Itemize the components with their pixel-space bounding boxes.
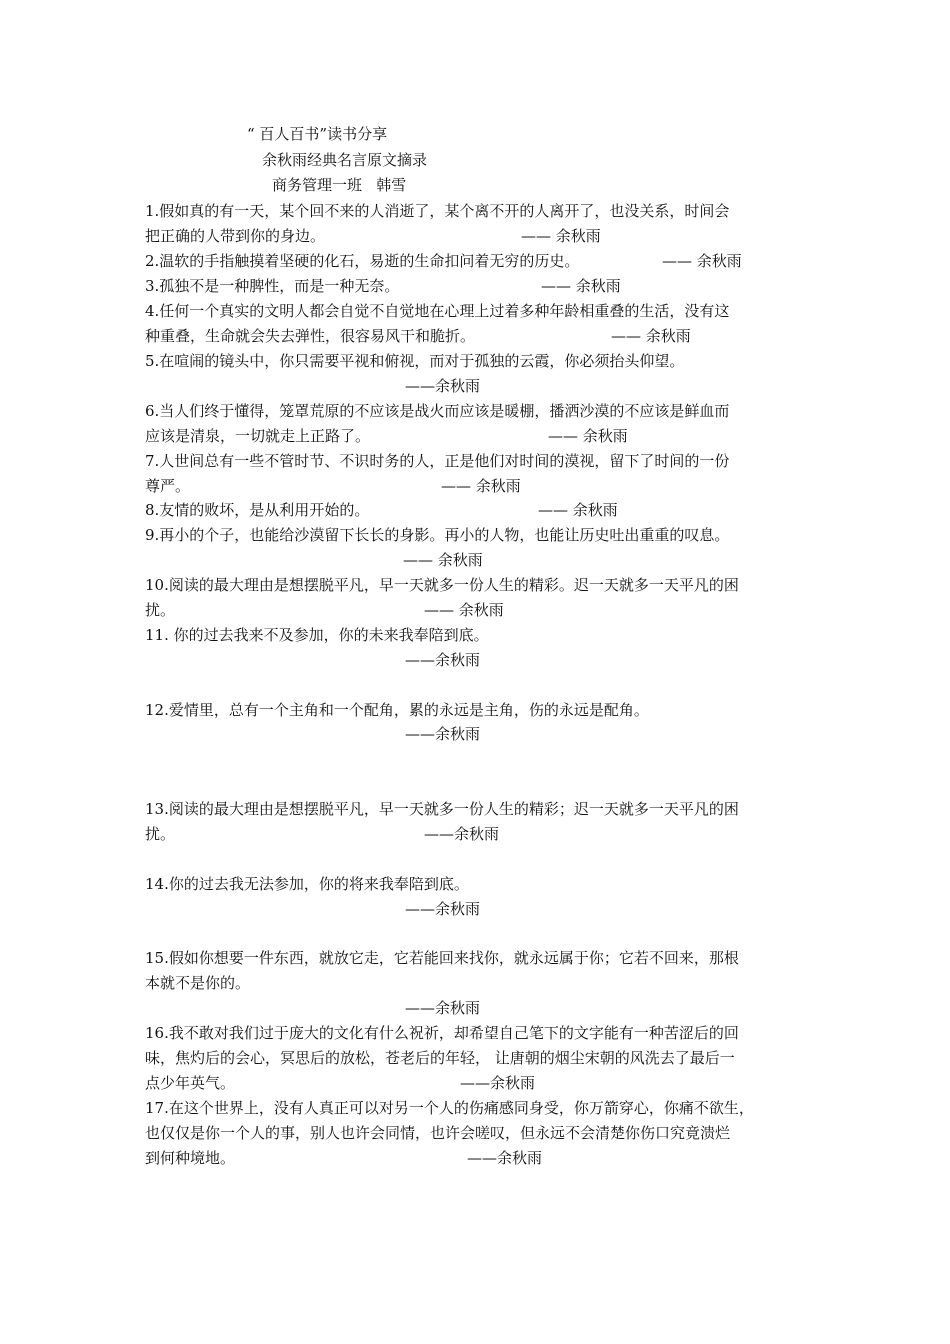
quote-line: 扰。 [145, 825, 176, 843]
quote-line: 13.阅读的最大理由是想摆脱平凡，早一天就多一份人生的精彩；迟一天就多一天平凡的困 [145, 800, 739, 818]
quote-attribution: —— 余秋雨 [538, 501, 618, 519]
quote-line: 2.温软的手指触摸着坚硬的化石，易逝的生命扣问着无穷的历史。 [145, 252, 580, 270]
quote-attribution: ——余秋雨 [467, 1149, 543, 1167]
quote-attribution: ——余秋雨 [405, 651, 481, 669]
quote-line: 本就不是你的。 [145, 974, 251, 992]
quote-line: 到何种境地。 [145, 1149, 236, 1167]
quote-attribution: —— 余秋雨 [441, 477, 521, 495]
quote-line: 点少年英气。 [145, 1074, 236, 1092]
quote-line: 味，焦灼后的会心，冥思后的放松，苍老后的年轻， 让唐朝的烟尘宋朝的风洗去了最后一 [145, 1049, 735, 1067]
quote-line: 15.假如你想要一件东西，就放它走，它若能回来找你，就永远属于你；它若不回来，那根 [145, 949, 739, 967]
quote-line: 3.孤独不是一种脾性，而是一种无奈。 [145, 277, 400, 295]
quote-attribution: —— 余秋雨 [424, 601, 504, 619]
quote-attribution: ——余秋雨 [405, 900, 481, 918]
document-subtitle: 余秋雨经典名言原文摘录 [262, 151, 428, 169]
quote-line: 14.你的过去我无法参加，你的将来我奉陪到底。 [145, 875, 469, 893]
quote-line: 5.在喧闹的镜头中，你只需要平视和俯视，而对于孤独的云霞，你必须抬头仰望。 [145, 352, 685, 370]
quote-line: 4.任何一个真实的文明人都会自觉不自觉地在心理上过着多种年龄相重叠的生活，没有这 [145, 302, 730, 320]
quote-line: 把正确的人带到你的身边。 [145, 227, 326, 245]
quote-line: 8.友情的败坏，是从利用开始的。 [145, 501, 370, 519]
quote-attribution: —— 余秋雨 [403, 551, 483, 569]
quote-attribution: ——余秋雨 [424, 825, 500, 843]
quote-line: 9.再小的个子，也能给沙漠留下长长的身影。再小的人物，也能让历史吐出重重的叹息。 [145, 526, 730, 544]
quote-attribution: —— 余秋雨 [548, 427, 628, 445]
quote-attribution: ——余秋雨 [405, 725, 481, 743]
quote-attribution: —— 余秋雨 [521, 227, 601, 245]
quote-line: 12.爱情里，总有一个主角和一个配角，累的永远是主角，伤的永远是配角。 [145, 701, 649, 719]
quote-line: 7.人世间总有一些不管时节、不识时务的人，正是他们对时间的漠视，留下了时间的一份 [145, 452, 730, 470]
quote-attribution: ——余秋雨 [405, 999, 481, 1017]
quote-attribution: —— 余秋雨 [541, 277, 621, 295]
quote-attribution: ——余秋雨 [460, 1074, 536, 1092]
document-title: “ 百人百书”读书分享 [247, 125, 388, 143]
quote-line: 1.假如真的有一天，某个回不来的人消逝了，某个离不开的人离开了，也没关系，时间会 [145, 202, 730, 220]
author-line: 商务管理一班 韩雪 [272, 176, 407, 194]
quote-attribution: ——余秋雨 [405, 377, 481, 395]
quote-line: 扰。 [145, 601, 176, 619]
quote-attribution: —— 余秋雨 [662, 252, 742, 270]
quote-line: 17.在这个世界上，没有人真正可以对另一个人的伤痛感同身受，你万箭穿心，你痛不欲生， [145, 1099, 754, 1117]
quote-line: 11. 你的过去我来不及参加，你的未来我奉陪到底。 [145, 626, 489, 644]
quote-line: 16.我不敢对我们过于庞大的文化有什么祝祈，却希望自己笔下的文字能有一种苦涩后的回 [145, 1024, 739, 1042]
quote-line: 尊严。 [145, 477, 191, 495]
quote-line: 10.阅读的最大理由是想摆脱平凡，早一天就多一份人生的精彩。迟一天就多一天平凡的困 [145, 576, 739, 594]
quote-line: 也仅仅是你一个人的事，别人也许会同情，也许会嗟叹，但永远不会清楚你伤口究竟溃烂 [145, 1124, 731, 1142]
quote-attribution: —— 余秋雨 [611, 327, 691, 345]
quote-line: 种重叠，生命就会失去弹性，很容易风干和脆折。 [145, 327, 476, 345]
quote-line: 6.当人们终于懂得，笼罩荒原的不应该是战火而应该是暖棚，播洒沙漠的不应该是鲜血而 [145, 402, 730, 420]
quote-line: 应该是清泉，一切就走上正路了。 [145, 427, 371, 445]
